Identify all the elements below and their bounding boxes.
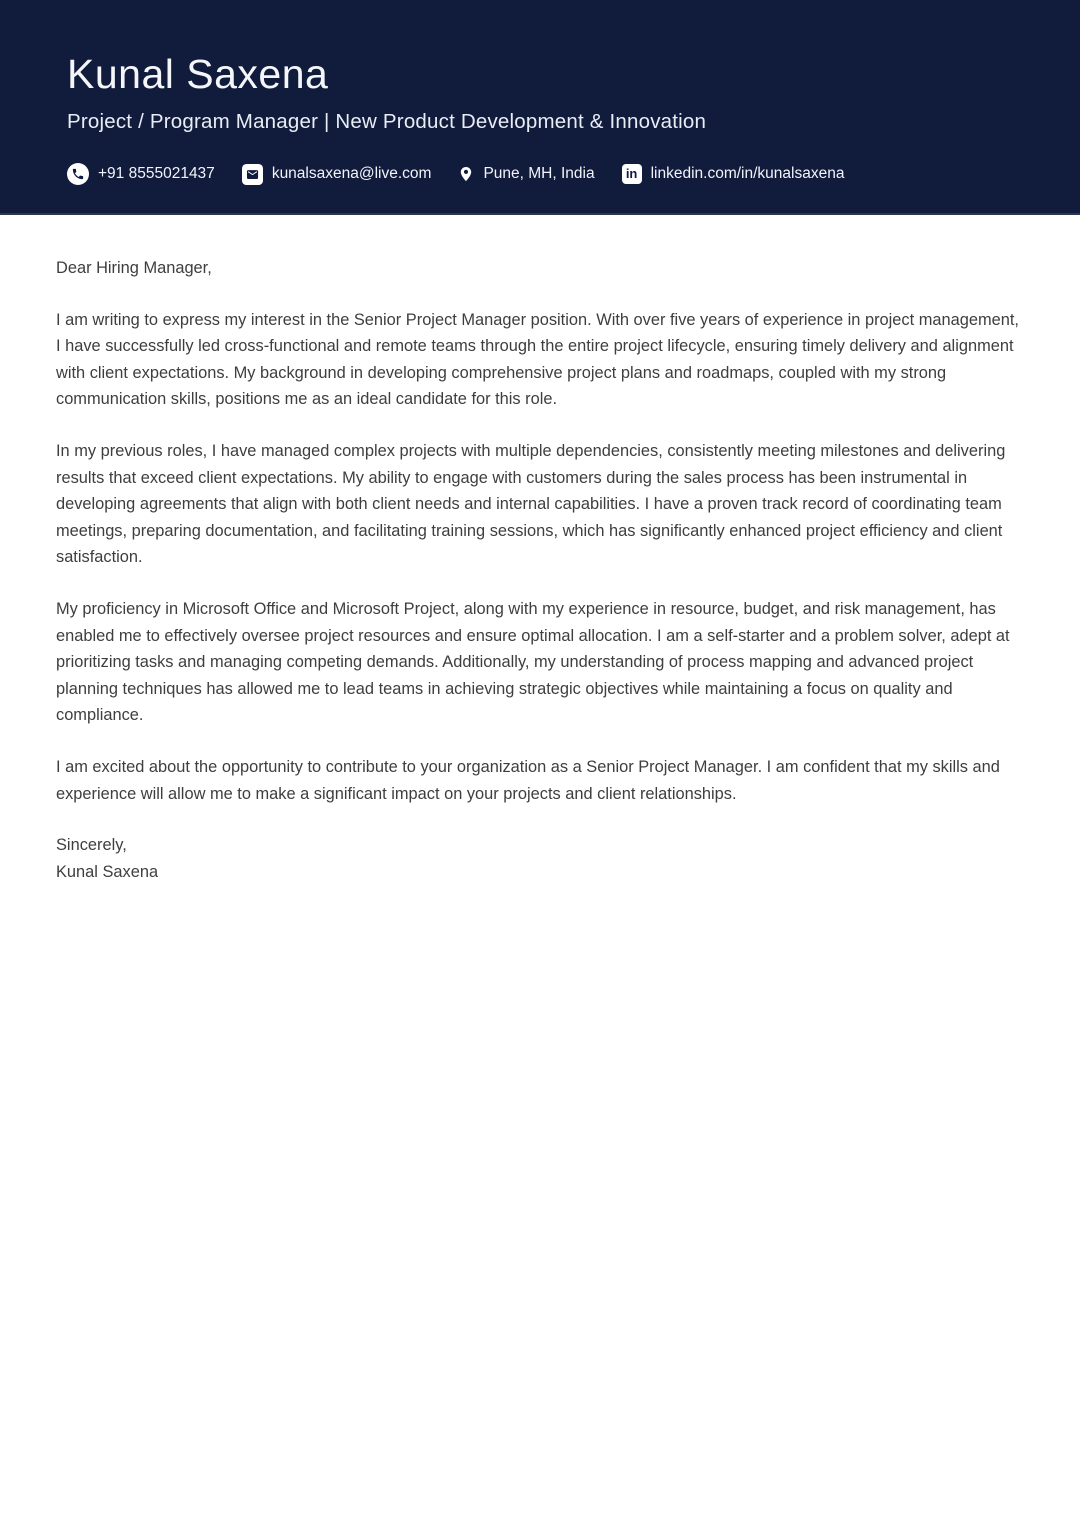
header-banner xyxy=(0,0,1080,215)
phone-number: +91 8555021437 xyxy=(98,165,215,183)
contact-location xyxy=(458,163,594,185)
contact-linkedin xyxy=(622,164,845,184)
cover-letter-body xyxy=(0,215,1080,885)
paragraph-2: In my previous roles, I have managed complex projects with multiple dependencies, consistently meeting milestones and delivering results that exceed client expectations. My ability to engage with customers during the sales process has been instrumental in developing agreements that align with both client needs and internal capabilities. I have a proven track record of coordinating team meetings, preparing documentation, and facilitating training sessions, which has significantly enhanced project efficiency and client satisfaction. xyxy=(56,441,1006,567)
salutation: Dear Hiring Manager, xyxy=(56,259,212,277)
email-icon xyxy=(242,164,263,185)
linkedin-url[interactable]: linkedin.com/in/kunalsaxena xyxy=(650,165,845,183)
email-address[interactable]: kunalsaxena@live.com xyxy=(271,165,432,183)
linkedin-icon: in xyxy=(622,164,642,184)
job-title-subtitle: Project / Program Manager | New Product Development & Innovation xyxy=(67,110,707,134)
paragraph-3: My proficiency in Microsoft Office and Microsoft Project, along with my experience in resource, budget, and risk management, has enabled me to effectively oversee project resources and ensure optimal allocation. I am a self-starter and a problem solver, adept at prioritizing tasks and managing competing demands. Additionally, my understanding of process mapping and advanced project planning techniques has allowed me to lead teams in achieving strategic objectives while maintaining a focus on quality and compliance. xyxy=(56,599,1010,725)
phone-icon xyxy=(67,163,89,185)
closing: Sincerely, xyxy=(56,836,127,855)
signoff-block xyxy=(56,832,1024,885)
location-pin-icon xyxy=(458,163,474,185)
contact-row xyxy=(67,163,1040,185)
contact-email xyxy=(242,164,432,185)
paragraph-4: I am excited about the opportunity to contribute to your organization as a Senior Project Manager. I am confident that my skills and experience will allow me to make a significant impact on your projects and client relationships. xyxy=(56,757,1000,803)
signature: Kunal Saxena xyxy=(56,862,159,881)
page-title: Kunal Saxena xyxy=(67,51,329,97)
contact-phone xyxy=(67,163,215,185)
location-text: Pune, MH, India xyxy=(483,165,595,183)
paragraph-1: I am writing to express my interest in the Senior Project Manager position. With over five years of experience in project management, I have successfully led cross-functional and remote teams through the entire project lifecycle, ensuring timely delivery and alignment with client expectations. My background in developing comprehensive project plans and roadmaps, coupled with my strong communication skills, positions me as an ideal candidate for this role. xyxy=(56,310,1019,409)
